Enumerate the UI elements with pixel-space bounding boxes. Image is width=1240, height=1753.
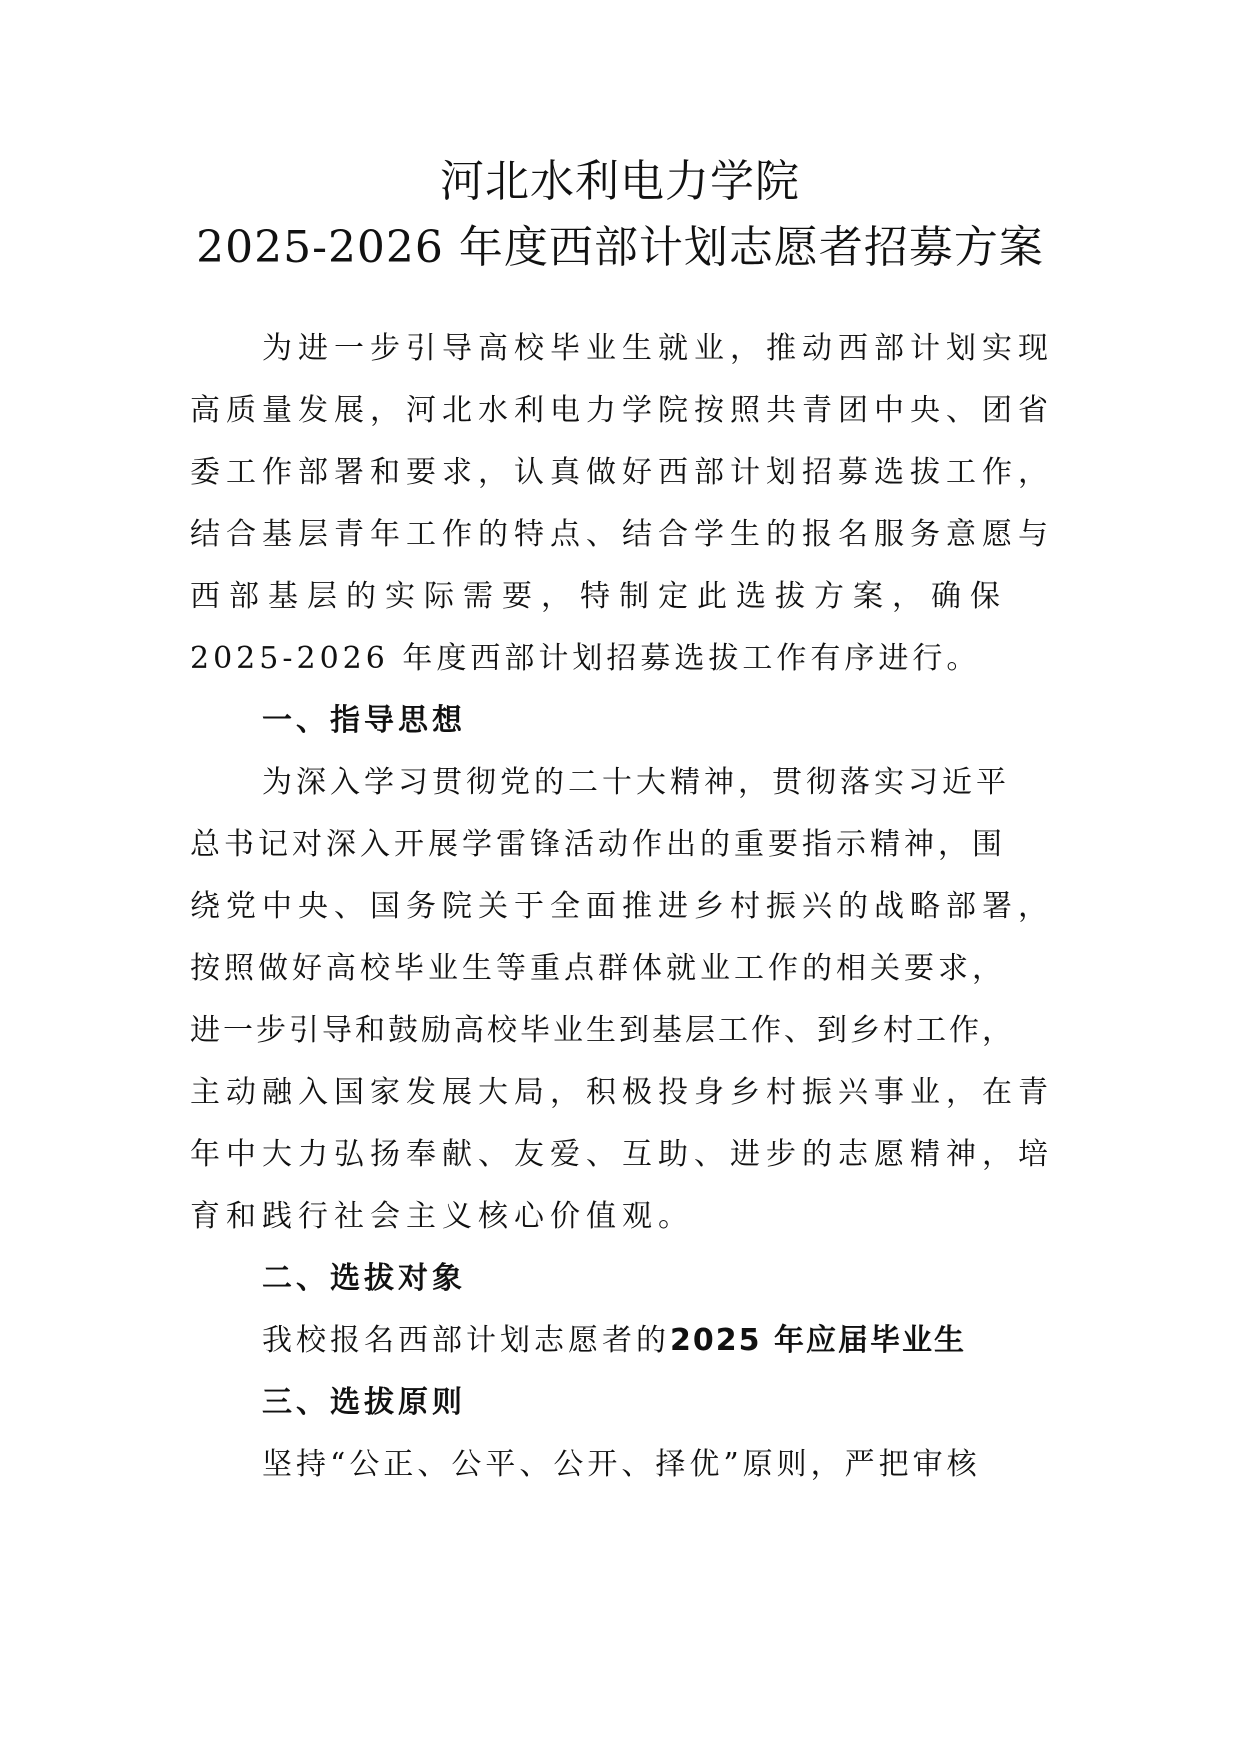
- section1-line-3: 绕党中央、国务院关于全面推进乡村振兴的战略部署，: [190, 889, 1054, 924]
- intro-line-3: 委工作部署和要求，认真做好西部计划招募选拔工作，: [190, 455, 1054, 490]
- section1-line-8: 育和践行社会主义核心价值观。: [190, 1199, 694, 1234]
- section1-line-1: 为深入学习贯彻党的二十大精神，贯彻落实习近平: [262, 765, 1010, 800]
- section1-heading: 一、指导思想: [262, 703, 466, 738]
- section2-text-bold: 2025 年应届毕业生: [670, 1323, 966, 1358]
- section1-line-4: 按照做好高校毕业生等重点群体就业工作的相关要求，: [190, 951, 1006, 986]
- intro-line-1: 为进一步引导高校毕业生就业，推动西部计划实现: [262, 331, 1054, 366]
- section2-text: [262, 1319, 1142, 1363]
- section3-text: 坚持“公正、公平、公开、择优”原则，严把审核: [262, 1447, 981, 1482]
- document-title-line1: 河北水利电力学院: [440, 156, 800, 207]
- document-title-line2: 2025-2026 年度西部计划志愿者招募方案: [196, 222, 1044, 273]
- section1-line-2: 总书记对深入开展学雷锋活动作出的重要指示精神，围: [190, 827, 1006, 862]
- intro-line-4: 结合基层青年工作的特点、结合学生的报名服务意愿与: [190, 517, 1054, 552]
- section1-line-5: 进一步引导和鼓励高校毕业生到基层工作、到乡村工作，: [190, 1013, 1015, 1048]
- intro-line-2: 高质量发展，河北水利电力学院按照共青团中央、团省: [190, 393, 1054, 428]
- section2-heading: 二、选拔对象: [262, 1261, 466, 1296]
- section1-line-7: 年中大力弘扬奉献、友爱、互助、进步的志愿精神，培: [190, 1137, 1054, 1172]
- section2-text-prefix: 我校报名西部计划志愿者的: [262, 1323, 670, 1358]
- intro-line-6: 2025-2026 年度西部计划招募选拔工作有序进行。: [190, 641, 981, 676]
- intro-line-5: 西部基层的实际需要，特制定此选拔方案，确保: [190, 579, 1009, 614]
- section3-heading: 三、选拔原则: [262, 1385, 466, 1420]
- section1-line-6: 主动融入国家发展大局，积极投身乡村振兴事业，在青: [190, 1075, 1054, 1110]
